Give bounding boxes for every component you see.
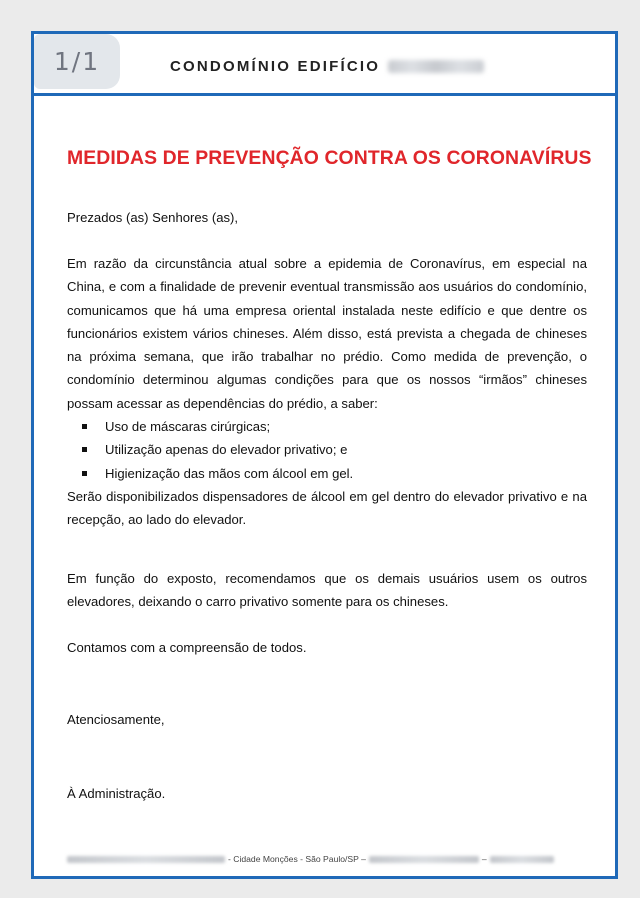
list-item-text: Higienização das mãos com álcool em gel.	[105, 465, 354, 481]
footer-separator: –	[481, 854, 487, 864]
condominium-title: CONDOMÍNIO EDIFÍCIO	[170, 58, 381, 75]
bullet-square-icon	[82, 447, 87, 452]
paragraph-2: Serão disponibilizados dispensadores de álcool em gel dentro do elevador privativo e na recepção, ao lado do elevador.	[67, 488, 587, 528]
paragraph-1: Em razão da circunstância atual sobre a epidemia de Coronavírus, em especial na China, e com a finalidade de prevenir eventual transmissão aos usuários do condomínio, comunicamos que há uma empresa oriental instalada neste edifício e que dentre os funcionários existem vários chineses. Além disso, está prevista a chegada de chineses na próxima semana, que irão trabalhar no prédio. Como medida de prevenção, o condomínio determinou algumas condições para que os nossos “irmãos” chineses possam acessar as dependências do prédio, a saber:	[67, 256, 587, 411]
redacted-phone	[490, 856, 554, 863]
document-header	[34, 34, 615, 96]
signature: À Administração.	[67, 786, 166, 801]
list-item	[67, 462, 587, 485]
list-item	[67, 438, 587, 461]
document-footer	[67, 854, 587, 864]
bullet-square-icon	[82, 424, 87, 429]
redacted-address	[67, 856, 225, 863]
document-heading: MEDIDAS DE PREVENÇÃO CONTRA OS CORONAVÍRUS	[67, 147, 592, 169]
paragraph-4: Contamos com a compreensão de todos.	[67, 640, 307, 655]
list-item-text: Uso de máscaras cirúrgicas;	[105, 419, 271, 435]
bullet-square-icon	[82, 471, 87, 476]
salutation: Prezados (as) Senhores (as),	[67, 210, 239, 225]
condominium-title-row	[170, 58, 484, 75]
list-item-text: Utilização apenas do elevador privativo; e	[105, 442, 348, 458]
page-indicator: 1/1	[34, 34, 120, 89]
measures-list	[67, 415, 587, 485]
redacted-email	[369, 856, 479, 863]
paragraph-3: Em função do exposto, recomendamos que os demais usuários usem os outros elevadores, deixando o carro privativo somente para os chineses.	[67, 571, 587, 610]
closing: Atenciosamente,	[67, 712, 165, 727]
footer-text: - Cidade Monções - São Paulo/SP –	[228, 854, 366, 864]
document-page	[31, 31, 618, 879]
redacted-building-name	[388, 60, 484, 73]
main-body-block	[67, 252, 587, 532]
list-item	[67, 415, 587, 438]
